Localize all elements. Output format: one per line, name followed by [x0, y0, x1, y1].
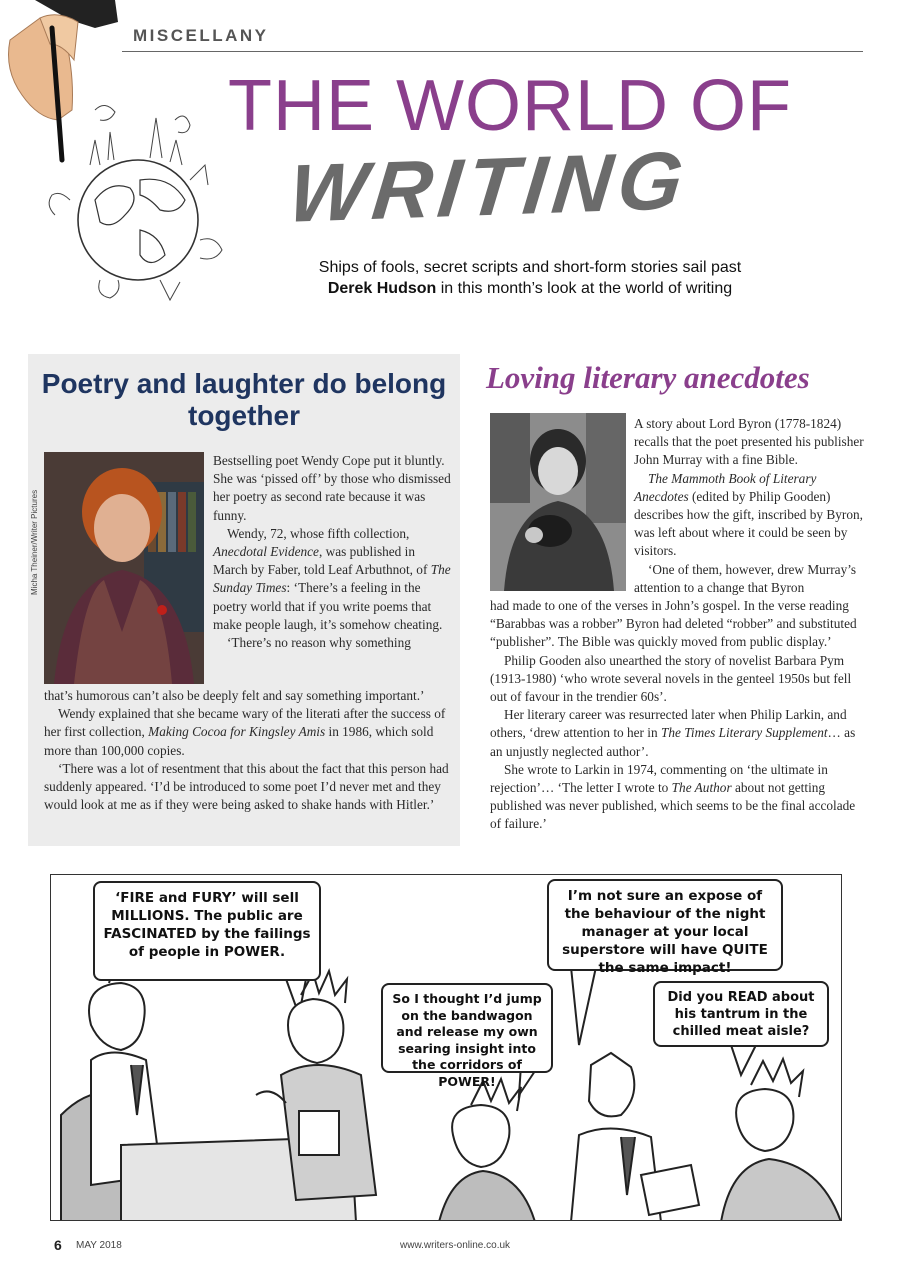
left-article-text-narrow: [213, 452, 451, 652]
title-line-1: THE WORLD OF: [228, 66, 792, 146]
subtitle: [280, 257, 780, 299]
subtitle-text-1: Ships of fools, secret scripts and short-form stories sail past: [318, 259, 742, 276]
left-p6: ‘There was a lot of resentment that this about the fact that this person had suddenly appeared. ‘I’d be introduced to some poet I’d never met and they would look at me as if they were being asked to shake hands with Hitler.’: [44, 760, 449, 813]
right-p6-mag: The Author: [671, 780, 732, 796]
left-p5-book: Making Cocoa for Kingsley Amis: [148, 724, 326, 740]
subtitle-text-2: in this month’s look at the world of writing: [440, 280, 733, 297]
right-p2-b: (edited by Philip Gooden) describes how the gift, inscribed by Byron, was left about where it could be seen by visitors.: [634, 488, 863, 559]
cartoon-bubble-3: I’m not sure an expose of the behaviour of the night manager at your local superstore will have QUITE the same impact!: [547, 879, 783, 971]
right-p5-a: Her literary career was resurrected later when Philip Larkin, and others, ‘drew attention to her in: [490, 707, 847, 741]
right-p5-paper: The Times Literary Supplement: [660, 725, 828, 741]
right-p6: [490, 761, 864, 834]
cartoon-panel: [50, 874, 842, 1221]
right-p5-c: … as an unjustly neglected author’.: [490, 725, 856, 759]
left-p3-paper: The Sunday Times: [213, 562, 451, 596]
header-rule: [122, 51, 863, 52]
subtitle-author: Derek Hudson: [327, 280, 437, 297]
right-p1: A story about Lord Byron (1778-1824) recalls that the poet presented his publisher John Murray with a fine Bible.: [634, 416, 864, 468]
right-p3b: had made to one of the verses in John’s gospel. In the verse reading “Barabbas was a robber” Byron had deleted “robber” and substituted “publisher”. The Bible was quickly moved from public display.’: [490, 598, 857, 650]
left-p3-c: , was published in March by Faber, told Leaf Arbuthnot, of: [213, 544, 431, 578]
section-label: MISCELLANY: [133, 26, 269, 45]
right-p6-a: She wrote to Larkin in 1974, commenting on ‘the ultimate in rejection’… ‘The letter I wrote to: [490, 761, 828, 796]
left-p4b: that’s humorous can’t also be deeply felt and say something important.’: [44, 688, 425, 703]
right-p5: [490, 706, 864, 761]
right-article-headline: Loving literary anecdotes: [486, 360, 810, 395]
left-p5: [44, 705, 451, 760]
cartoon-bubble-1: ‘FIRE and FURY’ will sell MILLIONS. The public are FASCINATED by the failings of people in POWER.: [93, 881, 321, 981]
right-p2: [634, 470, 864, 561]
left-p3-book: Anecdotal Evidence: [213, 544, 319, 560]
left-p3: [213, 525, 451, 634]
right-article-text-wide: [490, 597, 864, 834]
left-p1: Bestselling poet Wendy Cope put it bluntly.: [213, 453, 445, 468]
issue-date: MAY 2018: [76, 1240, 122, 1251]
right-p2-book: The Mammoth Book of Literary Anecdotes: [634, 470, 817, 504]
left-p3-a: Wendy, 72, whose fifth collection,: [227, 525, 410, 541]
right-p4: Philip Gooden also unearthed the story of novelist Barbara Pym (1913-1980) ‘who wrote several novels in the genteel 1950s but fell out of favour in the trendier 60s’.: [490, 652, 852, 705]
title-line-2: WRITING: [284, 135, 693, 240]
left-p3-e: : ‘There’s a feeling in the poetry world that if you write poems that make people laugh, it’s somehow cheating.: [213, 580, 443, 632]
left-article-text-wide: [44, 687, 451, 814]
barbara-pym-photo: [490, 413, 626, 591]
right-article-text-narrow: [634, 415, 864, 597]
hand-globe-illustration: [0, 0, 250, 310]
cartoon-bubble-2: So I thought I’d jump on the bandwagon and release my own searing insight into the corridors of POWER!: [381, 983, 553, 1073]
right-p3a: ‘One of them, however, drew Murray’s attention to a change that Byron: [634, 561, 857, 595]
left-article-headline: Poetry and laughter do belong together: [41, 368, 447, 431]
left-p4a: ‘There’s no reason why something: [227, 635, 411, 651]
page-number: 6: [54, 1237, 62, 1253]
right-p6-c: about not getting published was never published, which seems to be the final accolade of failure.’: [490, 780, 856, 832]
left-p5-a: Wendy explained that she became wary of the literati after the success of her first collection,: [44, 706, 446, 740]
left-p2: She was ‘pissed off’ by those who dismissed her poetry as second rate because it was funny.: [213, 471, 451, 523]
cartoon-bubble-4: Did you READ about his tantrum in the chilled meat aisle?: [653, 981, 829, 1047]
wendy-cope-photo: [44, 452, 204, 684]
photo-credit: Micha Theiner/Writer Pictures: [30, 489, 39, 595]
left-p5-c: in 1986, which sold more than 100,000 copies.: [44, 724, 434, 758]
website-url: www.writers-online.co.uk: [400, 1240, 511, 1251]
